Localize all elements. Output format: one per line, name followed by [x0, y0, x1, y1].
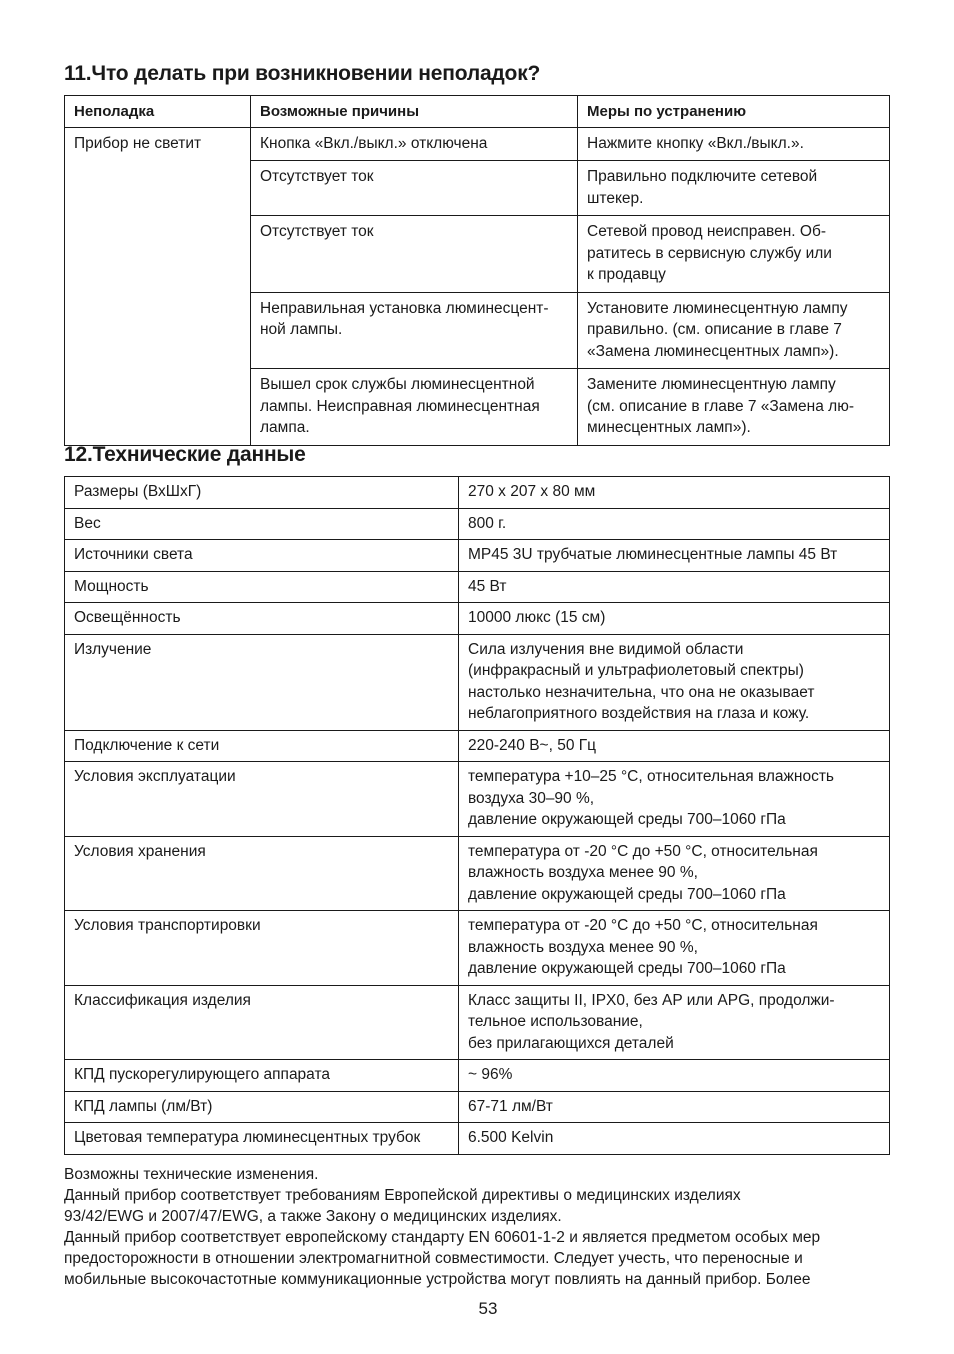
- cause-cell: Вышел срок службы люминесцентной лампы. Неисправная люминесцентная лампа.: [251, 369, 578, 446]
- section-11-heading: 11.Что делать при возникновении неполадок?: [64, 62, 541, 85]
- cause-cell: Отсутствует ток: [251, 216, 578, 293]
- troubleshooting-table: [64, 95, 890, 446]
- spec-key: Подключение к сети: [65, 730, 459, 762]
- table-row: [65, 127, 890, 161]
- cause-cell: Неправильная установка люминесцент- ной лампы.: [251, 292, 578, 369]
- table-row: [65, 1091, 890, 1123]
- spec-value: 6.500 Kelvin: [459, 1123, 890, 1155]
- spec-value: Сила излучения вне видимой области (инфракрасный и ультрафиолетовый спектры) настолько незначительна, что она не оказывает неблагоприятного воздействия на глаза и кожу.: [459, 634, 890, 730]
- spec-key: Условия транспортировки: [65, 911, 459, 986]
- spec-value: 45 Вт: [459, 571, 890, 603]
- problem-cell: Прибор не светит: [65, 127, 251, 445]
- spec-value: Класс защиты II, IPX0, без AP или APG, продолжи- тельное использование, без прилагающихся деталей: [459, 985, 890, 1060]
- spec-value: MP45 3U трубчатые люминесцентные лампы 45 Вт: [459, 540, 890, 572]
- table-row: [65, 477, 890, 509]
- spec-value: температура от -20 °C до +50 °C, относительная влажность воздуха менее 90 %, давление окружающей среды 700–1060 гПа: [459, 911, 890, 986]
- technical-data-table: [64, 476, 890, 1155]
- spec-key: Мощность: [65, 571, 459, 603]
- table-row: [65, 985, 890, 1060]
- spec-key: Условия эксплуатации: [65, 762, 459, 837]
- spec-value: 220-240 В~, 50 Гц: [459, 730, 890, 762]
- cause-cell: Кнопка «Вкл./выкл.» отключена: [251, 127, 578, 161]
- section-12-heading: 12.Технические данные: [64, 443, 306, 466]
- spec-key: Источники света: [65, 540, 459, 572]
- table-row: [65, 911, 890, 986]
- table-row: [65, 508, 890, 540]
- remedy-cell: Сетевой провод неисправен. Об- ратитесь в сервисную службу или к продавцу: [578, 216, 890, 293]
- spec-value: 67-71 лм/Вт: [459, 1091, 890, 1123]
- note-paragraph: Данный прибор соответствует европейскому стандарту EN 60601-1-2 и является предметом особых мер предосторожности в отношении электромагнитной совместимости. Следует учесть, что переносные и мобильные высокочастотные коммуникационные устройства могут повлиять на данный прибор. Более: [64, 1229, 821, 1288]
- spec-key: Освещённость: [65, 603, 459, 635]
- table-row: [65, 1123, 890, 1155]
- spec-key: КПД пускорегулирующего аппарата: [65, 1060, 459, 1092]
- page-number: 53: [478, 1299, 498, 1318]
- cause-cell: Отсутствует ток: [251, 161, 578, 216]
- table-row: [65, 571, 890, 603]
- column-header-causes: Возможные причины: [251, 96, 578, 128]
- table-row: [65, 634, 890, 730]
- table-row: [65, 1060, 890, 1092]
- spec-key: Условия хранения: [65, 836, 459, 911]
- remedy-cell: Установите люминесцентную лампу правильно. (см. описание в главе 7 «Замена люминесцентных ламп»).: [578, 292, 890, 369]
- spec-value: температура от -20 °C до +50 °C, относительная влажность воздуха менее 90 %, давление окружающей среды 700–1060 гПа: [459, 836, 890, 911]
- note-paragraph: Возможны технические изменения.: [64, 1166, 319, 1183]
- spec-key: Размеры (ВхШхГ): [65, 477, 459, 509]
- spec-value: ~ 96%: [459, 1060, 890, 1092]
- spec-key: Вес: [65, 508, 459, 540]
- spec-key: Классификация изделия: [65, 985, 459, 1060]
- table-row: [65, 836, 890, 911]
- spec-value: 10000 люкс (15 см): [459, 603, 890, 635]
- remedy-cell: Замените люминесцентную лампу (см. описание в главе 7 «Замена лю- минесцентных ламп»).: [578, 369, 890, 446]
- spec-key: Цветовая температура люминесцентных трубок: [65, 1123, 459, 1155]
- spec-key: КПД лампы (лм/Вт): [65, 1091, 459, 1123]
- column-header-problem: Неполадка: [65, 96, 251, 128]
- notes-block: [64, 1164, 890, 1290]
- note-paragraph: Данный прибор соответствует требованиям Европейской директивы о медицинских изделиях 93/42/EWG и 2007/47/EWG, а также Закону о медицинских изделиях.: [64, 1187, 741, 1225]
- remedy-cell: Правильно подключите сетевой штекер.: [578, 161, 890, 216]
- table-row: [65, 762, 890, 837]
- table-header-row: [65, 96, 890, 128]
- table-row: [65, 540, 890, 572]
- spec-key: Излучение: [65, 634, 459, 730]
- column-header-remedies: Меры по устранению: [578, 96, 890, 128]
- table-row: [65, 730, 890, 762]
- spec-value: температура +10–25 °C, относительная влажность воздуха 30–90 %, давление окружающей среды 700–1060 гПа: [459, 762, 890, 837]
- spec-value: 800 г.: [459, 508, 890, 540]
- table-row: [65, 603, 890, 635]
- spec-value: 270 x 207 x 80 мм: [459, 477, 890, 509]
- remedy-cell: Нажмите кнопку «Вкл./выкл.».: [578, 127, 890, 161]
